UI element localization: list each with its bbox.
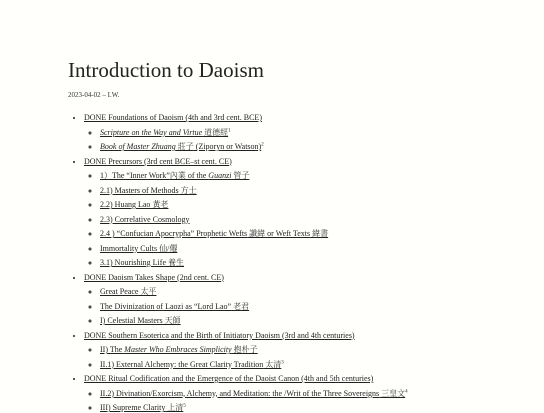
chinese-title: 方士 <box>179 186 197 195</box>
toc-item <box>100 185 544 196</box>
toc-item <box>100 286 544 297</box>
subsection-link[interactable] <box>100 287 156 296</box>
link-text: 3.1) Nourishing Life <box>100 258 166 267</box>
section-link[interactable]: DONE Precursors (3rd cent BCE–st cent. CE) <box>84 157 232 166</box>
link-text: Great Peace <box>100 287 138 296</box>
chinese-title: 管子 <box>231 171 249 180</box>
link-text: Immortality Cults <box>100 244 157 253</box>
subsection-link[interactable] <box>100 316 181 325</box>
link-text: II.2) Divination/Exorcism, Alchemy, and Meditation: the /Writ of the Three Sovereigns <box>100 389 379 398</box>
footnote-marker[interactable]: 3 <box>281 360 284 365</box>
link-text: or Weft Texts <box>265 229 310 238</box>
chinese-title: 養生 <box>166 258 184 267</box>
toc-item <box>100 228 544 239</box>
chinese-title: 上清 <box>165 403 183 412</box>
subsection-link[interactable] <box>100 229 328 238</box>
page-title: Introduction to Daoism <box>68 58 264 82</box>
link-title-italic: Master Who Embraces Simplicity <box>124 345 231 354</box>
toc-item <box>100 388 544 399</box>
toc-item <box>100 359 544 370</box>
link-text: I) Celestial Masters <box>100 316 163 325</box>
toc-item <box>100 141 544 152</box>
toc-item <box>100 301 544 312</box>
link-text: II.1) External Alchemy: the Great Clarity Tradition <box>100 360 263 369</box>
link-text: 2.2) Huang Lao <box>100 200 150 209</box>
chinese-title: 太平 <box>138 287 156 296</box>
toc-item <box>100 214 544 225</box>
toc-item <box>100 127 544 138</box>
link-text: II) The <box>100 345 124 354</box>
link-text: 2.4 ) “Confucian Apocrypha” Prophetic Wefts <box>100 229 247 238</box>
toc-item <box>100 170 544 181</box>
link-text: 2.3) Correlative Cosmology <box>100 215 190 224</box>
subsection-list <box>84 344 544 370</box>
link-text: 2.1) Masters of Methods <box>100 186 179 195</box>
subsection-link[interactable] <box>100 302 249 311</box>
link-text: 1）The “Inner Work” <box>100 171 170 180</box>
section-link[interactable]: DONE Daoism Takes Shape (2nd cent. CE) <box>84 273 224 282</box>
subsection-list <box>84 170 544 268</box>
post-meta: 2023-04-02 – I.W. <box>68 91 119 100</box>
link-text: III) Supreme Clarity <box>100 403 165 412</box>
subsection-link[interactable] <box>100 200 168 209</box>
toc-item <box>100 402 544 413</box>
section-link[interactable]: DONE Ritual Codification and the Emergence of the Daoist Canon (4th and 5th centuries) <box>84 374 373 383</box>
table-of-contents <box>68 112 544 413</box>
chinese-title: 讖緯 <box>247 229 265 238</box>
toc-section <box>84 330 544 370</box>
link-title-italic: Scripture on the Way and Virtue <box>100 128 202 137</box>
subsection-link[interactable] <box>100 244 177 253</box>
toc-section <box>84 112 544 152</box>
chinese-title: 天師 <box>163 316 181 325</box>
subsection-list <box>84 286 544 326</box>
subsection-list <box>84 127 544 153</box>
subsection-link[interactable] <box>100 345 258 354</box>
subsection-link[interactable] <box>100 186 197 195</box>
footnote-marker[interactable]: 5 <box>183 403 186 408</box>
section-link[interactable]: DONE Foundations of Daoism (4th and 3rd cent. BCE) <box>84 113 262 122</box>
section-link[interactable]: DONE Southern Esoterica and the Birth of Initiatory Daoism (3rd and 4th centuries) <box>84 331 355 340</box>
toc-section <box>84 373 544 413</box>
subsection-link[interactable] <box>100 389 405 398</box>
subsection-link[interactable] <box>100 215 190 224</box>
subsection-link[interactable] <box>100 128 228 137</box>
footnote-marker[interactable]: 4 <box>405 389 408 394</box>
chinese-title: 三皇文 <box>379 389 405 398</box>
link-text: of the <box>186 171 208 180</box>
toc-item <box>100 257 544 268</box>
chinese-title: 老君 <box>231 302 249 311</box>
subsection-link[interactable] <box>100 171 249 180</box>
toc-section <box>84 156 544 269</box>
chinese-title: 道德經 <box>202 128 228 137</box>
chinese-title: 仙/僊 <box>157 244 177 253</box>
footnote-marker[interactable]: 2 <box>261 142 264 147</box>
toc-item <box>100 344 544 355</box>
toc-item <box>100 199 544 210</box>
subsection-link[interactable] <box>100 258 184 267</box>
chinese-title: 抱朴子 <box>232 345 258 354</box>
subsection-link[interactable] <box>100 403 183 412</box>
subsection-link[interactable] <box>100 360 281 369</box>
chinese-title: 黃老 <box>150 200 168 209</box>
link-text: The Divinization of Laozi as “Lord Lao” <box>100 302 231 311</box>
toc-item <box>100 315 544 326</box>
chinese-title: 緯書 <box>310 229 328 238</box>
link-title-italic: Guanzi <box>208 171 231 180</box>
footnote-marker[interactable]: 1 <box>228 128 231 133</box>
subsection-link[interactable] <box>100 142 261 151</box>
toc-item <box>100 243 544 254</box>
toc-section <box>84 272 544 327</box>
subsection-list <box>84 388 544 413</box>
chinese-title: 太清 <box>263 360 281 369</box>
chinese-title: 內業 <box>170 171 186 180</box>
chinese-title: 莊子 <box>176 142 194 151</box>
link-title-italic: Book of Master Zhuang <box>100 142 176 151</box>
link-text: (Ziporyn or Watson) <box>194 142 261 151</box>
